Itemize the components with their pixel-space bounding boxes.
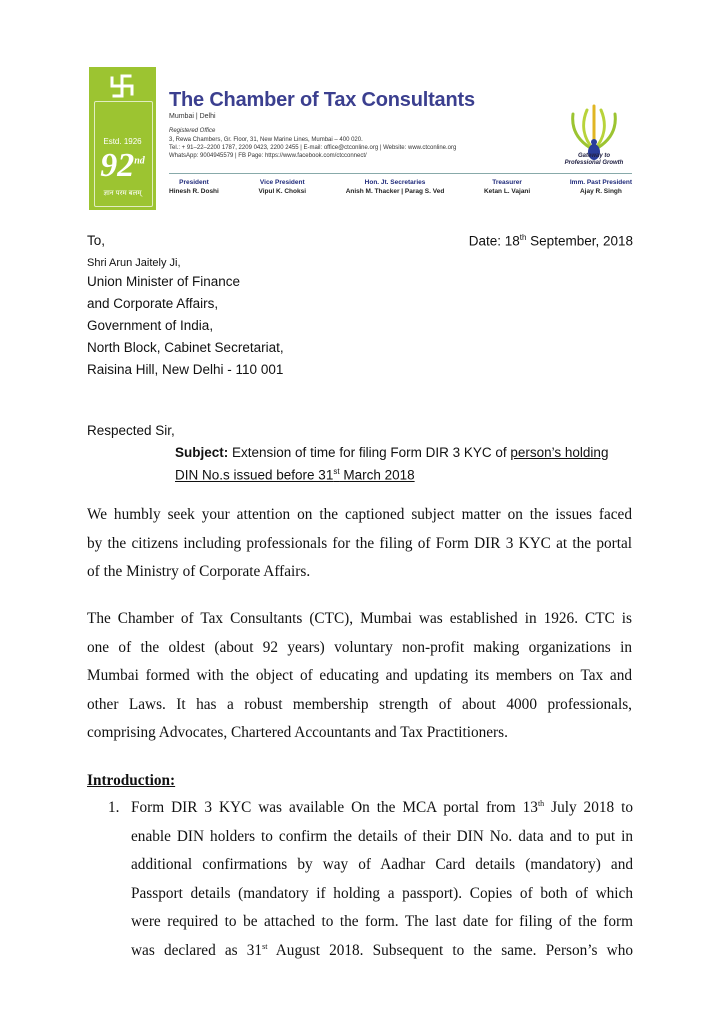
recipient-name: Shri Arun Jaitely Ji,	[87, 257, 181, 269]
subject-line-1	[175, 445, 608, 460]
estd-label: Estd. 1926	[103, 137, 142, 146]
list-item-line: were required to be attached to the form. The last date for filing of the form	[131, 913, 633, 930]
registered-office-label: Registered Office	[169, 128, 216, 134]
officer-name: Ajay R. Singh	[579, 188, 622, 195]
recipient-line: North Block, Cabinet Secretariat,	[87, 340, 284, 355]
contact-line: Tel.: + 91–22–2200 1787, 2209 0423, 2200 2455 | E-mail: office@ctconline.org | Website: www.ctconline.org	[169, 145, 457, 151]
list-number: 1.	[108, 799, 120, 816]
officer-name: Vipul K. Choksi	[258, 188, 307, 195]
paragraph-line: comprising Advocates, Chartered Accountants and Tax Practitioners.	[87, 724, 508, 741]
anniversary-badge	[89, 147, 156, 185]
letterhead-green-panel	[89, 67, 156, 210]
paragraph-line: The Chamber of Tax Consultants (CTC), Mumbai was established in 1926. CTC is	[87, 610, 632, 627]
list-item-line	[131, 799, 633, 817]
officer-secretaries	[346, 179, 445, 195]
item1-line1-sup: th	[537, 799, 545, 808]
officer-treasurer	[484, 179, 530, 195]
item1-line1-prefix: Form DIR 3 KYC was available On the MCA portal from 13	[131, 799, 538, 817]
date-suffix: September, 2018	[526, 233, 633, 249]
officer-role: Treasurer	[492, 179, 522, 186]
logo-caption-line2: Professional Growth	[564, 160, 624, 166]
item1-last-prefix: was declared as 31	[131, 942, 263, 960]
social-line: WhatsApp: 9004945579 | FB Page: https://www.facebook.com/ctcconnect/	[169, 153, 367, 159]
officer-past-president	[570, 179, 632, 195]
paragraph-line: one of the oldest (about 92 years) voluntary non-profit making organizations in	[87, 639, 632, 656]
address-block	[169, 136, 529, 160]
list-item-line: enable DIN holders to confirm the details of their DIN No. data and to put in	[131, 828, 633, 845]
paragraph-line: Mumbai formed with the object of educating and updating its members on Tax and	[87, 667, 632, 684]
subject-line2-prefix: DIN No.s issued before 31	[175, 467, 334, 483]
anniversary-number: 92	[100, 147, 135, 184]
officer-name: Ketan L. Vajani	[483, 188, 531, 195]
to-label: To,	[87, 233, 106, 248]
list-item-line	[131, 942, 633, 960]
paragraph-line: of the Ministry of Corporate Affairs.	[87, 563, 311, 580]
letterhead	[89, 67, 632, 210]
introduction-heading: Introduction:	[87, 772, 176, 789]
officer-role: President	[179, 179, 209, 186]
subject-line-2	[175, 467, 415, 483]
address-line: 3, Rewa Chambers, Gr. Floor, 31, New Marine Lines, Mumbai – 400 020.	[169, 137, 363, 143]
officer-role: Imm. Past President	[569, 179, 632, 186]
logo-caption	[559, 153, 629, 167]
recipient-line: and Corporate Affairs,	[87, 296, 219, 311]
officer-role: Vice President	[259, 179, 305, 186]
subject-line2-sup: st	[333, 467, 340, 476]
date-sup: th	[519, 233, 527, 242]
subject-text: Extension of time for filing Form DIR 3 KYC of	[228, 445, 511, 460]
list-item-line: additional confirmations by way of Aadhar Card details (mandatory) and	[131, 856, 633, 873]
list-item-line: Passport details (mandatory if holding a passport). Copies of both of which	[131, 885, 633, 902]
organization-cities: Mumbai | Delhi	[169, 113, 216, 120]
paragraph-line: other Laws. It has a robust membership strength of about 4000 professionals,	[87, 696, 632, 713]
logo-caption-line1: Gateway to	[577, 153, 610, 159]
recipient-line: Government of India,	[87, 318, 214, 333]
recipient-line: Raisina Hill, New Delhi - 110 001	[87, 362, 284, 377]
salutation: Respected Sir,	[87, 423, 175, 438]
office-bearers	[169, 179, 632, 195]
letterhead-divider	[169, 173, 632, 174]
subject-underlined: person’s holding	[510, 445, 609, 460]
officer-name: Hinesh R. Doshi	[169, 188, 219, 195]
organization-title: The Chamber of Tax Consultants	[169, 89, 475, 111]
officer-vice-president	[258, 179, 306, 195]
subject-label: Subject:	[175, 445, 229, 460]
officer-role: Hon. Jt. Secretaries	[364, 179, 426, 186]
item1-last-sup: st	[262, 942, 268, 951]
item1-line1-suffix: July 2018 to	[544, 799, 633, 817]
officer-president	[169, 179, 219, 195]
letter-date	[445, 233, 633, 249]
subject-line2-suffix: March 2018	[339, 467, 415, 483]
paragraph-line: We humbly seek your attention on the captioned subject matter on the issues faced	[87, 506, 632, 523]
swastika-icon	[109, 73, 135, 99]
date-prefix: Date: 18	[468, 233, 520, 249]
anniversary-suffix: nd	[134, 155, 145, 167]
recipient-line: Union Minister of Finance	[87, 274, 241, 289]
paragraph-line: by the citizens including professionals for the filing of Form DIR 3 KYC at the portal	[87, 535, 632, 552]
sanskrit-tagline: ज्ञान परम बलम्	[103, 190, 142, 197]
item1-last-suffix: August 2018. Subsequent to the same. Person’s who	[267, 942, 633, 960]
officer-name: Anish M. Thacker | Parag S. Ved	[345, 188, 445, 195]
